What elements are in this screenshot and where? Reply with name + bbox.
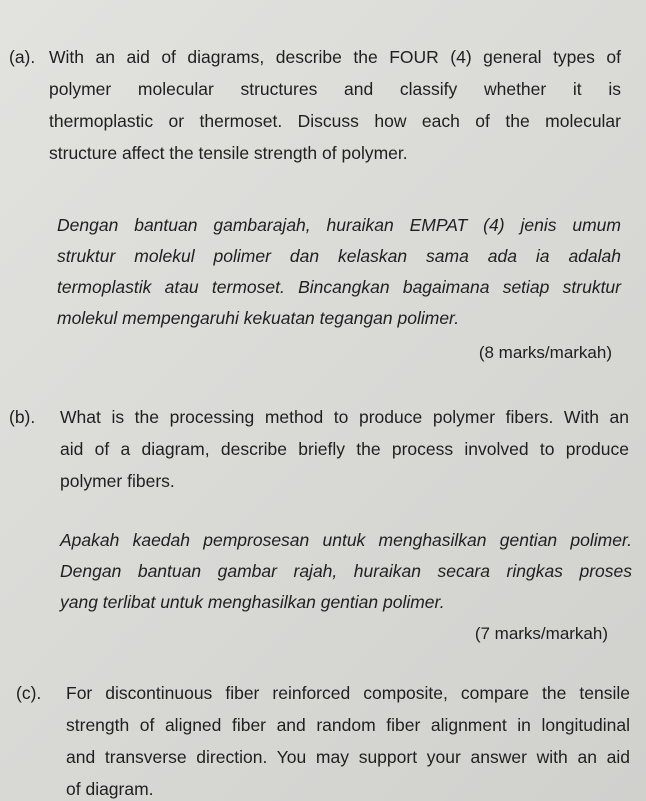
text-line: What is the processing method to produce polymer fibers. With an xyxy=(60,407,629,427)
question-text-english xyxy=(49,41,621,169)
text-line: strength of aligned fiber and random fiber alignment in longitudinal xyxy=(66,715,630,735)
text-line: structure affect the tensile strength of polymer. xyxy=(49,143,408,163)
text-line: termoplastik atau termoset. Bincangkan bagaimana setiap struktur xyxy=(57,277,621,297)
text-line: aid of a diagram, describe briefly the process involved to produce xyxy=(60,439,629,459)
marks-label: (7 marks/markah) xyxy=(474,624,608,643)
text-line: yang terlibat untuk menghasilkan gentian polimer. xyxy=(60,592,445,612)
question-text-english xyxy=(66,677,630,801)
text-line: and transverse direction. You may support your answer with an aid xyxy=(66,747,630,767)
question-text-malay xyxy=(60,525,632,618)
marks-label: (8 marks/markah) xyxy=(478,343,612,362)
text-line: struktur molekul polimer dan kelaskan sama ada ia adalah xyxy=(57,246,621,266)
question-label: (a). xyxy=(9,47,36,67)
text-line: For discontinuous fiber reinforced composite, compare the tensile xyxy=(66,683,630,703)
text-line: With an aid of diagrams, describe the FOUR (4) general types of xyxy=(49,47,621,67)
question-text-malay xyxy=(57,210,621,334)
text-line: thermoplastic or thermoset. Discuss how each of the molecular xyxy=(49,111,621,131)
text-line: polymer fibers. xyxy=(60,471,175,491)
question-label: (b). xyxy=(9,407,36,427)
text-line: molekul mempengaruhi kekuatan tegangan polimer. xyxy=(57,308,460,328)
question-label: (c). xyxy=(16,683,42,703)
text-line: Dengan bantuan gambar rajah, huraikan secara ringkas proses xyxy=(60,561,632,581)
text-line: Apakah kaedah pemprosesan untuk menghasilkan gentian polimer. xyxy=(60,530,632,550)
text-line: Dengan bantuan gambarajah, huraikan EMPAT (4) jenis umum xyxy=(57,215,621,235)
text-line: polymer molecular structures and classify whether it is xyxy=(49,79,621,99)
text-line: of diagram. xyxy=(66,779,154,799)
question-text-english xyxy=(60,401,629,497)
